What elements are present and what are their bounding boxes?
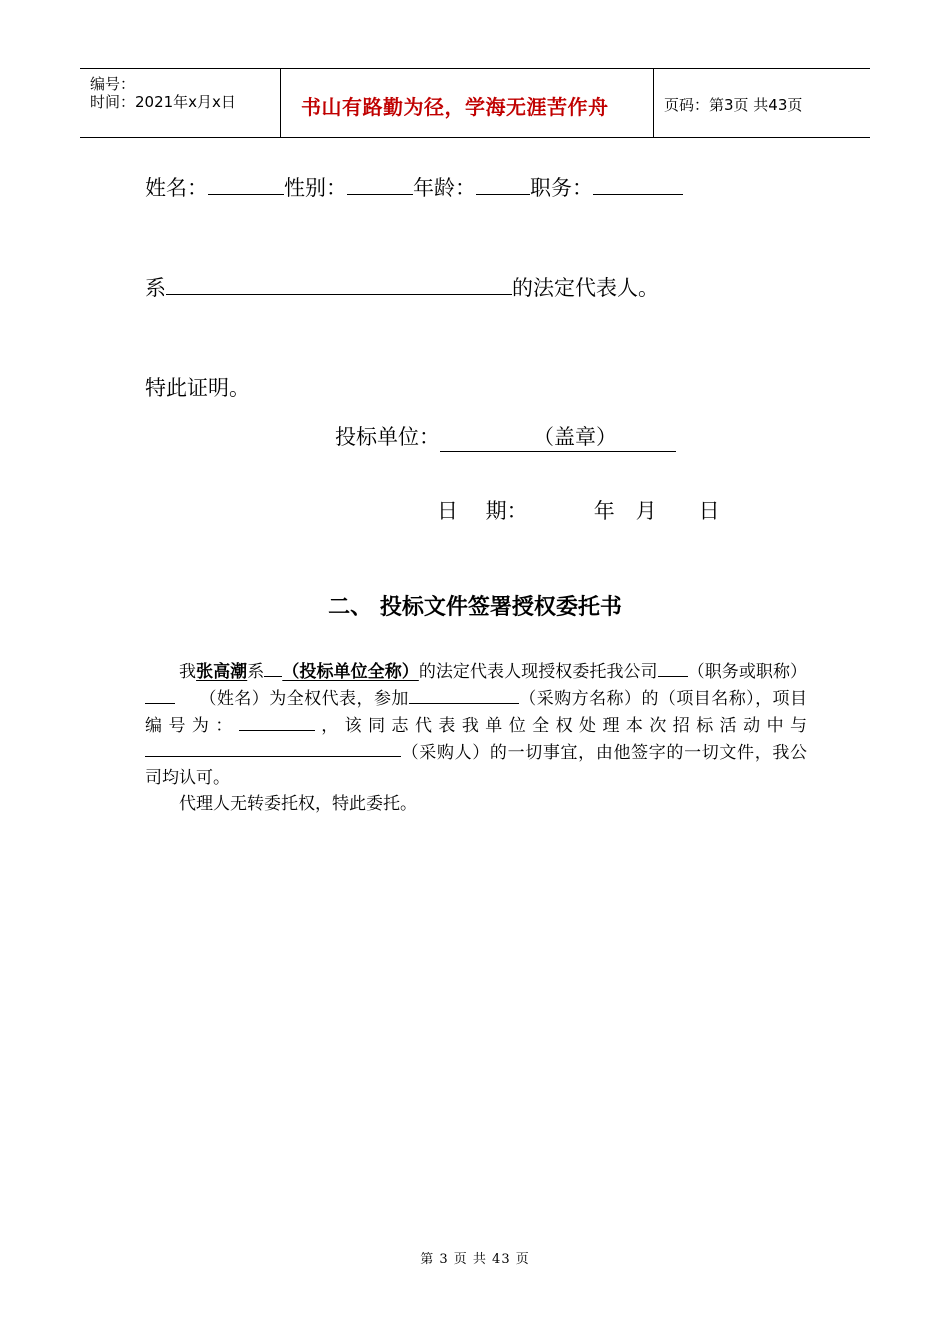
agent-name-blank[interactable] <box>145 685 175 704</box>
gender-label: 性别： <box>284 176 347 201</box>
title-blank[interactable] <box>658 658 688 677</box>
header-slogan: 书山有路勤为径，学海无涯苦作舟 <box>301 95 609 119</box>
authorization-p1 <box>145 658 807 791</box>
position-blank[interactable] <box>593 172 683 195</box>
bidder-line <box>335 421 676 452</box>
gender-blank[interactable] <box>347 172 413 195</box>
legal-rep-line <box>145 272 659 302</box>
purchaser-blank[interactable] <box>409 685 519 704</box>
project-number-blank[interactable] <box>239 712 315 731</box>
personal-info-line <box>145 172 683 202</box>
p1-e: ，该同志代表我单位全权处理本次招标活动中与 <box>314 715 808 736</box>
p1-unit: （投标单位全称） <box>282 661 419 682</box>
p1-xi: 系 <box>247 661 265 682</box>
header-number-label: 编号： <box>90 75 136 93</box>
legal-rep-suffix: 的法定代表人。 <box>512 276 659 301</box>
company-blank[interactable] <box>166 272 512 295</box>
header-page-label: 页码：第3页 共43页 <box>664 96 803 114</box>
page-footer: 第 3 页 共 43 页 <box>420 1252 530 1267</box>
age-label: 年龄： <box>413 176 476 201</box>
header-slogan-cell <box>281 69 654 137</box>
age-blank[interactable] <box>476 172 530 195</box>
date-line <box>437 495 720 525</box>
p1-c: （姓名）为全权代表，参加 <box>199 688 409 709</box>
p1-a: 的法定代表人现授权委托我公司 <box>418 661 658 682</box>
header-time-label: 时间：2021年x月x日 <box>90 93 236 111</box>
p1-d: （采购方名称）的（项目名称），项目编号为： <box>145 688 808 736</box>
seal-blank[interactable] <box>440 421 676 452</box>
position-label: 职务： <box>530 176 593 201</box>
p1-person: 张高潮 <box>196 661 248 682</box>
date-label: 日 期： <box>437 499 528 523</box>
unit-pad-blank <box>264 658 282 677</box>
section-title: 二、 投标文件签署授权委托书 <box>328 595 622 620</box>
date-ymd: 年 月 日 <box>593 499 720 523</box>
authorization-paragraph <box>145 658 807 817</box>
header-meta-cell <box>80 69 281 137</box>
purchaser-name-blank[interactable] <box>145 739 401 758</box>
header-page-cell <box>654 69 870 137</box>
bidder-label: 投标单位： <box>335 425 440 449</box>
name-label: 姓名： <box>145 176 208 201</box>
p1-f: （采购人）的一切事宜，由他签字的一切文件，我公司均认可。 <box>145 742 807 789</box>
page-header <box>80 68 870 138</box>
seal-text: （盖章） <box>533 425 617 449</box>
p1-b: （职务或职称） <box>687 661 808 682</box>
name-blank[interactable] <box>208 172 284 195</box>
xi-label: 系 <box>145 276 166 301</box>
certify-text: 特此证明。 <box>145 376 250 400</box>
p1-wo: 我 <box>179 661 197 682</box>
authorization-p2: 代理人无转委托权，特此委托。 <box>179 794 417 815</box>
